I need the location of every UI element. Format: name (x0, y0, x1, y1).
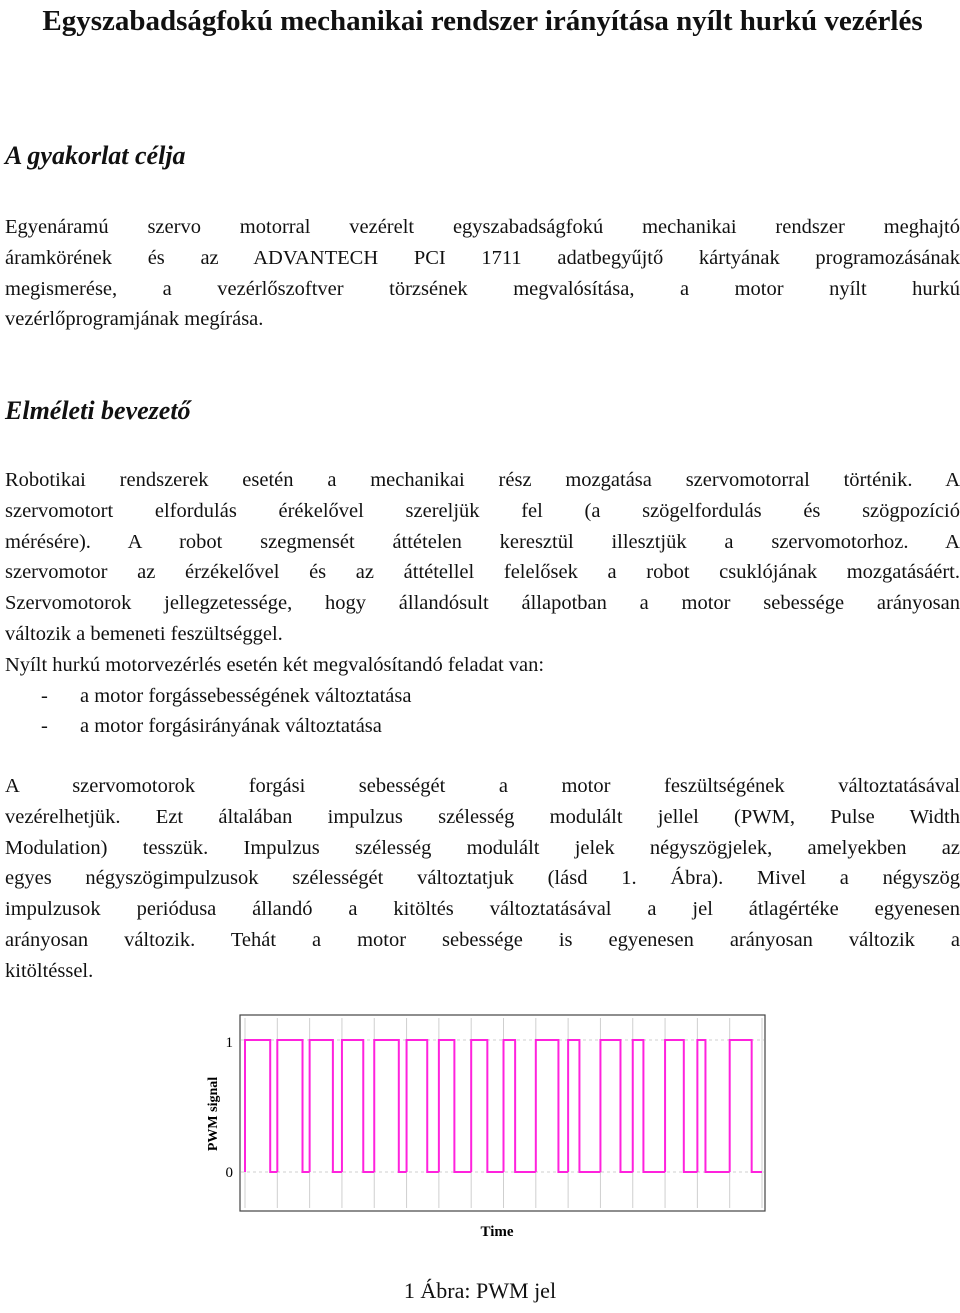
pwm-signal-series (245, 1040, 762, 1172)
document-page (5, 0, 960, 982)
text-line: kitöltéssel. (5, 959, 94, 982)
pwm-pulse (633, 1040, 665, 1172)
pwm-pulse (374, 1040, 406, 1172)
page-title: Egyszabadságfokú mechanikai rendszer irányítása nyílt hurkú vezérlés (42, 5, 923, 37)
pwm-pulse (407, 1040, 439, 1172)
list-item-text: a motor forgásirányának változtatása (80, 715, 382, 738)
text-line: mérésére). A robot szegmensét áttételen keresztül illesztjük a szervomotorhoz. A (5, 530, 960, 553)
text-line: A szervomotorok forgási sebességét a motor feszültségének változtatásával (5, 775, 960, 797)
pwm-pulse (536, 1040, 568, 1172)
x-axis-label: Time (480, 1224, 514, 1240)
pwm-pulse (310, 1040, 342, 1172)
figure-caption: 1 Ábra: PWM jel (403, 1278, 557, 1303)
text-line: változik a bemeneti feszültséggel. (5, 622, 283, 645)
y-tick-label: 1 (225, 1035, 233, 1051)
text-line: Robotikai rendszerek esetén a mechanikai rész mozgatása szervomotorral történik. A (5, 469, 960, 491)
list-item (5, 711, 960, 742)
pwm-pulse (697, 1040, 729, 1172)
text-line: Nyílt hurkú motorvezérlés esetén két megvalósítandó feladat van: (5, 653, 545, 676)
pwm-pulse (600, 1040, 632, 1172)
list-item-text: a motor forgássebességének változtatása (80, 684, 412, 707)
y-tick-label: 0 (225, 1165, 233, 1181)
list-dash: - (41, 715, 48, 738)
pwm-pulse (277, 1040, 309, 1172)
y-axis-label: PWM signal (206, 1076, 221, 1152)
text-line: vezérlőprogramjának megírása. (5, 308, 264, 331)
pwm-paragraph (5, 771, 960, 987)
pwm-pulse (665, 1040, 697, 1172)
text-line: áramkörének és az ADVANTECH PCI 1711 adatbegyűjtő kártyának programozásának (5, 246, 960, 269)
pwm-pulse (342, 1040, 374, 1172)
text-line: vezérelhetjük. Ezt általában impulzus szélesség modulált jellel (PWM, Pulse Width (5, 805, 960, 828)
text-line: egyes négyszögimpulzusok szélességét változtatjuk (lásd 1. Ábra). Mivel a négyszög (5, 867, 960, 890)
pwm-pulse (245, 1040, 277, 1172)
pwm-chart (197, 1010, 767, 1250)
list-item (5, 681, 960, 712)
text-line: megismerése, a vezérlőszoftver törzsének megvalósítása, a motor nyílt hurkú (5, 277, 960, 300)
intro-paragraph (5, 465, 960, 742)
section-heading-goal: A gyakorlat célja (5, 141, 186, 170)
pwm-pulse (730, 1040, 762, 1172)
list-dash: - (41, 684, 48, 707)
text-line: Modulation) tesszük. Impulzus szélesség modulált jelek négyszögjelek, amelyekben az (5, 836, 960, 859)
pwm-pulse (471, 1040, 503, 1172)
text-line: Egyenáramú szervo motorral vezérelt egyszabadságfokú mechanikai rendszer meghajtó (5, 216, 960, 238)
text-line: szervomotor az érzékelővel és az áttétellel felelősek a robot csuklójának mozgatásáért. (5, 561, 960, 584)
text-line: Szervomotorok jellegzetessége, hogy állandósult állapotban a motor sebessége arányosan (5, 592, 960, 615)
text-line: arányosan változik. Tehát a motor sebessége is egyenesen arányosan változik a (5, 928, 960, 951)
section-heading-intro: Elméleti bevezető (5, 396, 191, 425)
text-line: szervomotort elfordulás érékelővel szereljük fel (a szögelfordulás és szögpozíció (5, 499, 960, 522)
goal-paragraph (5, 212, 960, 335)
pwm-pulse (568, 1040, 600, 1172)
pwm-pulse (439, 1040, 471, 1172)
pwm-pulse (504, 1040, 536, 1172)
text-line: impulzusok periódusa állandó a kitöltés változtatásával a jel átlagértéke egyenesen (5, 898, 960, 921)
